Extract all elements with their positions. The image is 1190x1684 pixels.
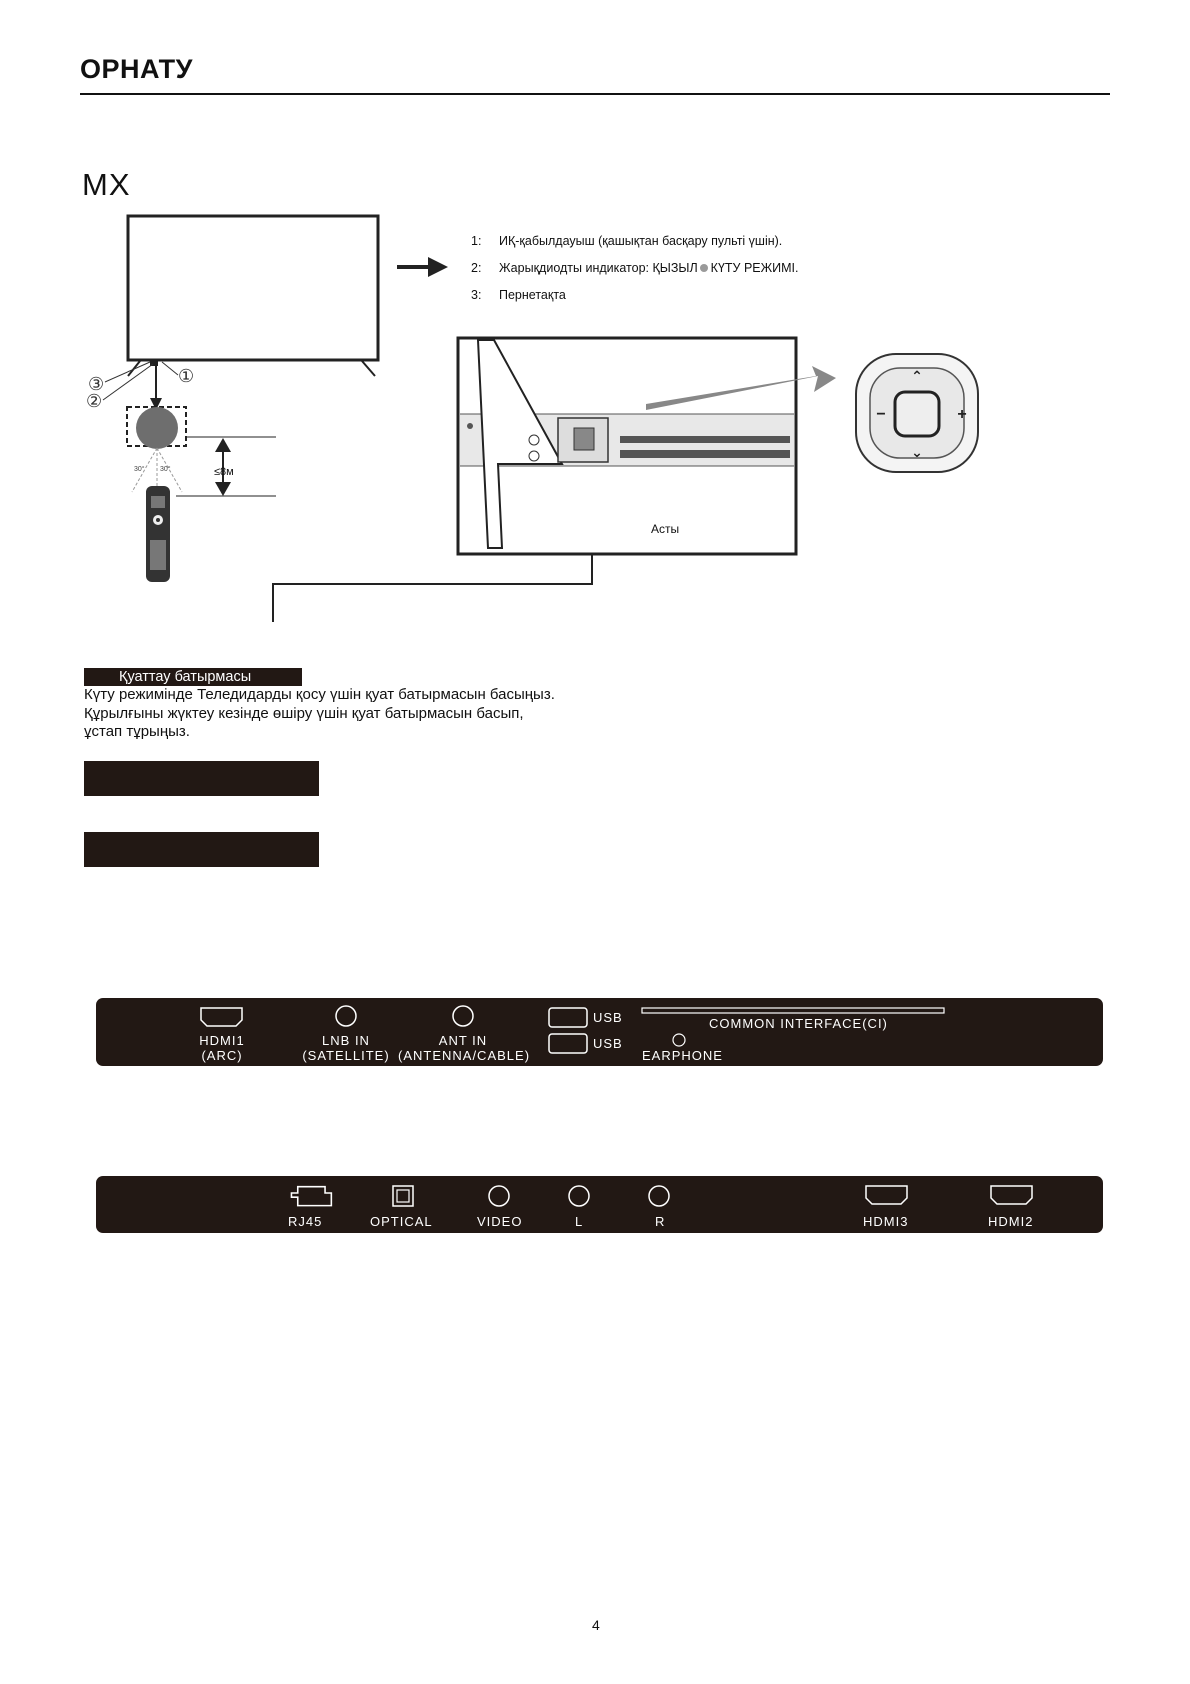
page-title: ОРНАТУ <box>80 54 193 84</box>
legend-text: Жарықдиодты индикатор: ҚЫЗЫЛ <box>499 261 698 275</box>
ci-label: COMMON INTERFACE(CI) <box>709 1016 888 1031</box>
distance-label: ≤8м <box>214 466 234 478</box>
hdmi1-label: HDMI1 (ARC) <box>199 1033 245 1063</box>
legend-text: ИҚ-қабылдауыш (қашықтан басқару пульті үшін). <box>499 234 783 248</box>
ir-sensor-icon <box>136 407 178 449</box>
rear-port-icons <box>96 1176 1103 1233</box>
ant-port-icon <box>453 1006 473 1026</box>
hdmi2-port-icon <box>991 1186 1032 1204</box>
power-button-tag: Қуаттау батырмасы <box>84 668 302 686</box>
plus-key-icon: + <box>957 406 967 423</box>
bottom-view-label: Асты <box>651 522 680 536</box>
tv-bottom-view <box>458 338 796 554</box>
hdmi3-label: HDMI3 <box>863 1214 909 1229</box>
usb1-label: USB <box>593 1010 623 1025</box>
lnb-label: LNB IN (SATELLITE) <box>302 1033 390 1063</box>
power-line-3: ұстап тұрыңыз. <box>84 723 190 740</box>
callout-markers <box>86 362 194 411</box>
side-ports-panel <box>96 998 1103 1066</box>
power-line-2: Құрылғыны жүктеу кезінде өшіру үшін қуат батырмасын басып, <box>84 704 524 722</box>
hdmi1-port-icon <box>201 1008 242 1026</box>
earphone-label: EARPHONE <box>642 1048 723 1063</box>
angle-label-left: 30° <box>134 466 145 473</box>
tv-diagram <box>0 0 1190 640</box>
tv-front-illustration <box>128 216 378 376</box>
section-bar-1 <box>84 761 319 796</box>
audio-l-label: L <box>575 1214 584 1229</box>
earphone-port-icon <box>673 1034 685 1046</box>
video-port-icon <box>489 1186 509 1206</box>
hdmi2-label: HDMI2 <box>988 1214 1034 1229</box>
rj45-label: RJ45 <box>288 1214 323 1229</box>
arrow-right-icon <box>428 257 448 277</box>
callout-2: ② <box>86 391 103 411</box>
usb1-port-icon <box>549 1008 587 1027</box>
power-instructions <box>84 686 555 742</box>
legend-text: Пернетақта <box>499 288 566 302</box>
remote-control-illustration <box>146 486 170 582</box>
up-key-icon: ⌃ <box>911 368 923 384</box>
optical-port-icon <box>393 1186 413 1206</box>
audio-r-label: R <box>655 1214 666 1229</box>
model-name: MX <box>82 167 131 202</box>
legend-number: 3: <box>471 288 482 302</box>
usb2-label: USB <box>593 1036 623 1051</box>
minus-key-icon: − <box>876 406 886 423</box>
lnb-port-icon <box>336 1006 356 1026</box>
keypad-illustration <box>856 354 978 472</box>
power-line-1: Күту режимінде Теледидарды қосу үшін қуат батырмасын басыңыз. <box>84 686 555 703</box>
section-bar-2 <box>84 832 319 867</box>
ant-label: ANT IN (ANTENNA/CABLE) <box>398 1033 531 1063</box>
ci-slot-icon <box>642 1008 944 1013</box>
legend-suffix: КҮТУ РЕЖИМІ. <box>710 261 799 275</box>
connector-line <box>273 554 592 622</box>
optical-label: OPTICAL <box>370 1214 433 1229</box>
hdmi3-port-icon <box>866 1186 907 1204</box>
rear-ports-panel <box>96 1176 1103 1233</box>
usb2-port-icon <box>549 1034 587 1053</box>
video-label: VIDEO <box>477 1214 523 1229</box>
legend-number: 2: <box>471 261 482 275</box>
page-number: 4 <box>592 1617 600 1633</box>
rj45-port-icon <box>291 1187 331 1206</box>
callout-1: ① <box>178 366 195 386</box>
angle-label-right: 30° <box>160 466 171 473</box>
legend-number: 1: <box>471 234 482 248</box>
callout-3: ③ <box>88 374 105 394</box>
down-key-icon: ⌄ <box>911 444 923 460</box>
audio-l-port-icon <box>569 1186 589 1206</box>
audio-r-port-icon <box>649 1186 669 1206</box>
